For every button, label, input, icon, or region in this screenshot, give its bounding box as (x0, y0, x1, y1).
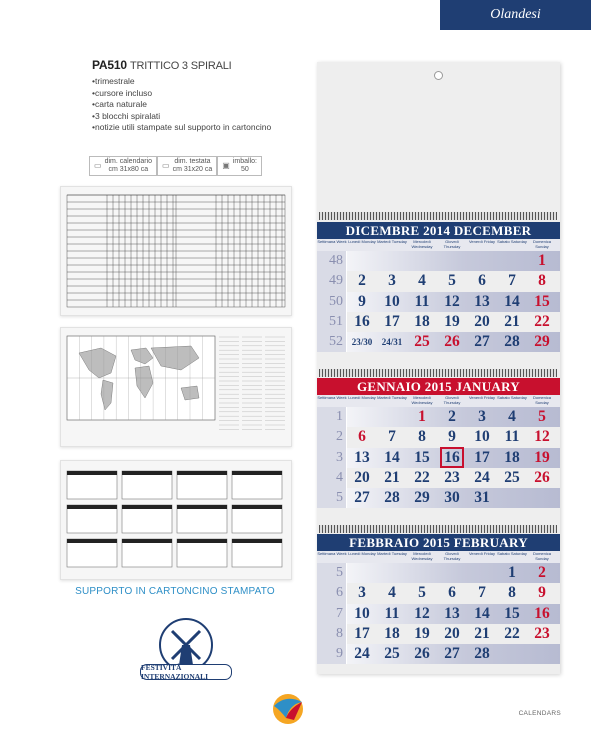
week-number: 7 (317, 604, 347, 624)
product-name: TRITTICO 3 SPIRALI (129, 60, 232, 72)
day-cell: 27 (474, 333, 490, 351)
section-tab[interactable]: Olandesi (440, 0, 591, 30)
day-cell: 21 (504, 313, 520, 331)
week-row (317, 583, 560, 603)
support-grid-panel (60, 460, 292, 580)
day-cell: 21 (474, 625, 490, 643)
day-cell: 19 (444, 313, 460, 331)
week-row (317, 427, 560, 447)
hanging-hole (434, 71, 443, 80)
day-cell: 2 (538, 564, 546, 582)
week-row (317, 251, 560, 271)
day-name-label: Martedì Tuesday (377, 239, 407, 244)
day-cell: 21 (384, 469, 400, 487)
week-number: 6 (317, 583, 347, 603)
calendar-icon: ▭ (94, 161, 102, 170)
day-name-label: Lunedì Monday (348, 551, 376, 556)
week-row (317, 292, 560, 312)
day-cell: 1 (508, 564, 516, 582)
festivita-logo (138, 615, 234, 699)
dimension-header: ▭ dim. testata cm 31x20 ca (157, 156, 217, 176)
day-cell: 22 (504, 625, 520, 643)
logo-text: FESTIVITÀ INTERNAZIONALI (140, 664, 232, 680)
day-cell: 3 (358, 584, 366, 602)
day-cell: 19 (534, 448, 550, 466)
day-cell: 31 (474, 489, 490, 507)
day-cell: 27 (354, 489, 370, 507)
day-cell: 6 (478, 272, 486, 290)
month-title: FEBBRAIO 2015 FEBRUARY (317, 534, 560, 551)
day-cell: 8 (418, 428, 426, 446)
day-cell: 11 (504, 428, 520, 446)
week-number: 8 (317, 624, 347, 644)
day-cell: 11 (414, 292, 430, 310)
day-cell: 10 (354, 604, 370, 622)
day-cell: 14 (504, 292, 520, 310)
day-cell: 16 (534, 604, 550, 622)
month-title: GENNAIO 2015 JANUARY (317, 378, 560, 395)
week-row (317, 332, 560, 352)
day-cell: 17 (354, 625, 370, 643)
week-row (317, 448, 560, 468)
weeks-body (317, 251, 560, 352)
month-block (317, 534, 560, 664)
dimension-calendar: ▭ dim. calendario cm 31x80 ca (89, 156, 157, 176)
day-cell: 28 (504, 333, 520, 351)
day-cell: 2 (358, 272, 366, 290)
feature-list (92, 76, 271, 134)
day-cell: 10 (384, 292, 400, 310)
day-name-label: Sabato Saturday (497, 395, 527, 400)
day-name-label: Settimana Week (317, 551, 347, 556)
day-cell: 26 (414, 645, 430, 663)
day-cell: 20 (444, 625, 460, 643)
day-cell: 24 (354, 645, 370, 663)
month-block (317, 378, 560, 508)
day-cell: 16 (354, 313, 370, 331)
day-cell: 7 (478, 584, 486, 602)
week-row (317, 271, 560, 291)
month-block (317, 222, 560, 352)
day-name-label: Lunedì Monday (348, 395, 376, 400)
day-cell: 8 (508, 584, 516, 602)
holiday-table-panel (60, 186, 292, 316)
week-number: 2 (317, 427, 347, 447)
bird-logo-icon (268, 690, 308, 728)
day-cell: 12 (444, 292, 460, 310)
day-cell: 20 (354, 469, 370, 487)
day-cell: 18 (414, 313, 430, 331)
feature-item: • notizie utili stampate sul supporto in cartoncino (92, 122, 271, 134)
week-row (317, 312, 560, 332)
day-cell: 14 (384, 448, 400, 466)
day-cell: 6 (448, 584, 456, 602)
week-row (317, 644, 560, 664)
footer-label: CALENDARS (518, 710, 561, 717)
day-name-label: Sabato Saturday (497, 239, 527, 244)
day-cell: 18 (504, 448, 520, 466)
feature-item: • carta naturale (92, 99, 271, 111)
day-cell: 20 (474, 313, 490, 331)
feature-item: • trimestrale (92, 76, 271, 88)
day-cell: 22 (534, 313, 550, 331)
day-cell: 6 (358, 428, 366, 446)
week-row (317, 563, 560, 583)
day-cell: 5 (448, 272, 456, 290)
day-cell: 7 (388, 428, 396, 446)
holiday-table-image (61, 187, 291, 315)
product-code: PA510 (92, 58, 127, 72)
product-info (92, 58, 271, 134)
week-number: 5 (317, 563, 347, 583)
weeks-body (317, 563, 560, 664)
day-cell: 19 (414, 625, 430, 643)
month-title: DICEMBRE 2014 DECEMBER (317, 222, 560, 239)
week-row (317, 407, 560, 427)
day-cell: 22 (414, 469, 430, 487)
day-cell: 9 (538, 584, 546, 602)
day-cell: 3 (478, 408, 486, 426)
day-name-label: Settimana Week (317, 239, 347, 244)
day-cell: 1 (538, 252, 546, 270)
day-cell: 12 (534, 428, 550, 446)
day-name-label: Martedì Tuesday (377, 551, 407, 556)
box-icon: ▣ (222, 161, 230, 170)
spiral-binding (319, 212, 557, 220)
day-cell: 24/31 (381, 337, 403, 348)
day-cell: 4 (418, 272, 426, 290)
day-name-label: Mercoledì Wednesday (411, 395, 433, 405)
day-cell: 15 (534, 292, 550, 310)
day-cell: 7 (508, 272, 516, 290)
day-cell: 5 (418, 584, 426, 602)
day-cell: 13 (474, 292, 490, 310)
day-name-label: Venerdì Friday (468, 551, 495, 556)
week-number: 4 (317, 468, 347, 488)
day-cell: 27 (444, 645, 460, 663)
day-cell: 17 (384, 313, 400, 331)
day-cell: 4 (388, 584, 396, 602)
day-name-label: Mercoledì Wednesday (411, 239, 433, 249)
world-map-image (61, 328, 291, 446)
day-cell: 13 (444, 604, 460, 622)
day-name-label: Giovedì Thursday (443, 395, 461, 405)
week-number: 50 (317, 292, 347, 312)
dimension-packaging: ▣ imballo: 50 (217, 156, 262, 176)
day-names-row (317, 239, 560, 251)
day-cell: 15 (504, 604, 520, 622)
day-cell: 26 (534, 469, 550, 487)
day-name-label: Domenica Sunday (532, 551, 551, 561)
day-cell: 23 (444, 469, 460, 487)
world-map-panel (60, 327, 292, 447)
spiral-binding (319, 369, 557, 377)
day-cell: 25 (504, 469, 520, 487)
day-cell: 8 (538, 272, 546, 290)
day-cell: 10 (474, 428, 490, 446)
day-cell: 28 (474, 645, 490, 663)
week-number: 51 (317, 312, 347, 332)
day-cell: 29 (414, 489, 430, 507)
day-cell: 3 (388, 272, 396, 290)
support-grid-image (61, 461, 291, 579)
day-name-label: Mercoledì Wednesday (411, 551, 433, 561)
week-number: 5 (317, 488, 347, 508)
day-cell: 9 (448, 428, 456, 446)
windmill-icon (138, 615, 234, 699)
weeks-body (317, 407, 560, 508)
header-icon: ▭ (162, 161, 170, 170)
day-cell: 11 (384, 604, 400, 622)
day-cell: 29 (534, 333, 550, 351)
day-cell: 13 (354, 448, 370, 466)
feature-item: • 3 blocchi spiralati (92, 111, 271, 123)
day-name-label: Martedì Tuesday (377, 395, 407, 400)
day-cell: 5 (538, 408, 546, 426)
week-row (317, 604, 560, 624)
day-cell: 24 (474, 469, 490, 487)
product-title (92, 58, 271, 72)
week-number: 9 (317, 644, 347, 664)
week-row (317, 488, 560, 508)
day-cell: 12 (414, 604, 430, 622)
week-number: 1 (317, 407, 347, 427)
day-name-label: Lunedì Monday (348, 239, 376, 244)
day-cell: 23 (534, 625, 550, 643)
day-names-row (317, 551, 560, 563)
support-caption: SUPPORTO IN CARTONCINO STAMPATO (75, 586, 275, 597)
day-name-label: Domenica Sunday (532, 239, 551, 249)
week-number: 3 (317, 448, 347, 468)
day-name-label: Giovedì Thursday (443, 239, 461, 249)
spiral-binding (319, 525, 557, 533)
day-cell: 15 (414, 448, 430, 466)
day-name-label: Domenica Sunday (532, 395, 551, 405)
week-row (317, 624, 560, 644)
day-cell: 16 (437, 449, 467, 467)
dimensions-bar (89, 156, 262, 176)
day-cell: 1 (418, 408, 426, 426)
day-name-label: Venerdì Friday (468, 395, 495, 400)
day-names-row (317, 395, 560, 407)
day-cell: 14 (474, 604, 490, 622)
day-cell: 4 (508, 408, 516, 426)
week-number: 52 (317, 332, 347, 352)
week-number: 49 (317, 271, 347, 291)
day-cell: 18 (384, 625, 400, 643)
day-name-label: Sabato Saturday (497, 551, 527, 556)
day-cell: 2 (448, 408, 456, 426)
day-cell: 30 (444, 489, 460, 507)
day-cell: 25 (384, 645, 400, 663)
day-cell: 26 (444, 333, 460, 351)
week-row (317, 468, 560, 488)
day-name-label: Giovedì Thursday (443, 551, 461, 561)
day-cell: 17 (474, 448, 490, 466)
day-cell: 28 (384, 489, 400, 507)
day-cell: 25 (414, 333, 430, 351)
day-cell: 9 (358, 292, 366, 310)
week-number: 48 (317, 251, 347, 271)
feature-item: • cursore incluso (92, 88, 271, 100)
day-name-label: Settimana Week (317, 395, 347, 400)
day-name-label: Venerdì Friday (468, 239, 495, 244)
day-cell: 23/30 (351, 337, 373, 348)
